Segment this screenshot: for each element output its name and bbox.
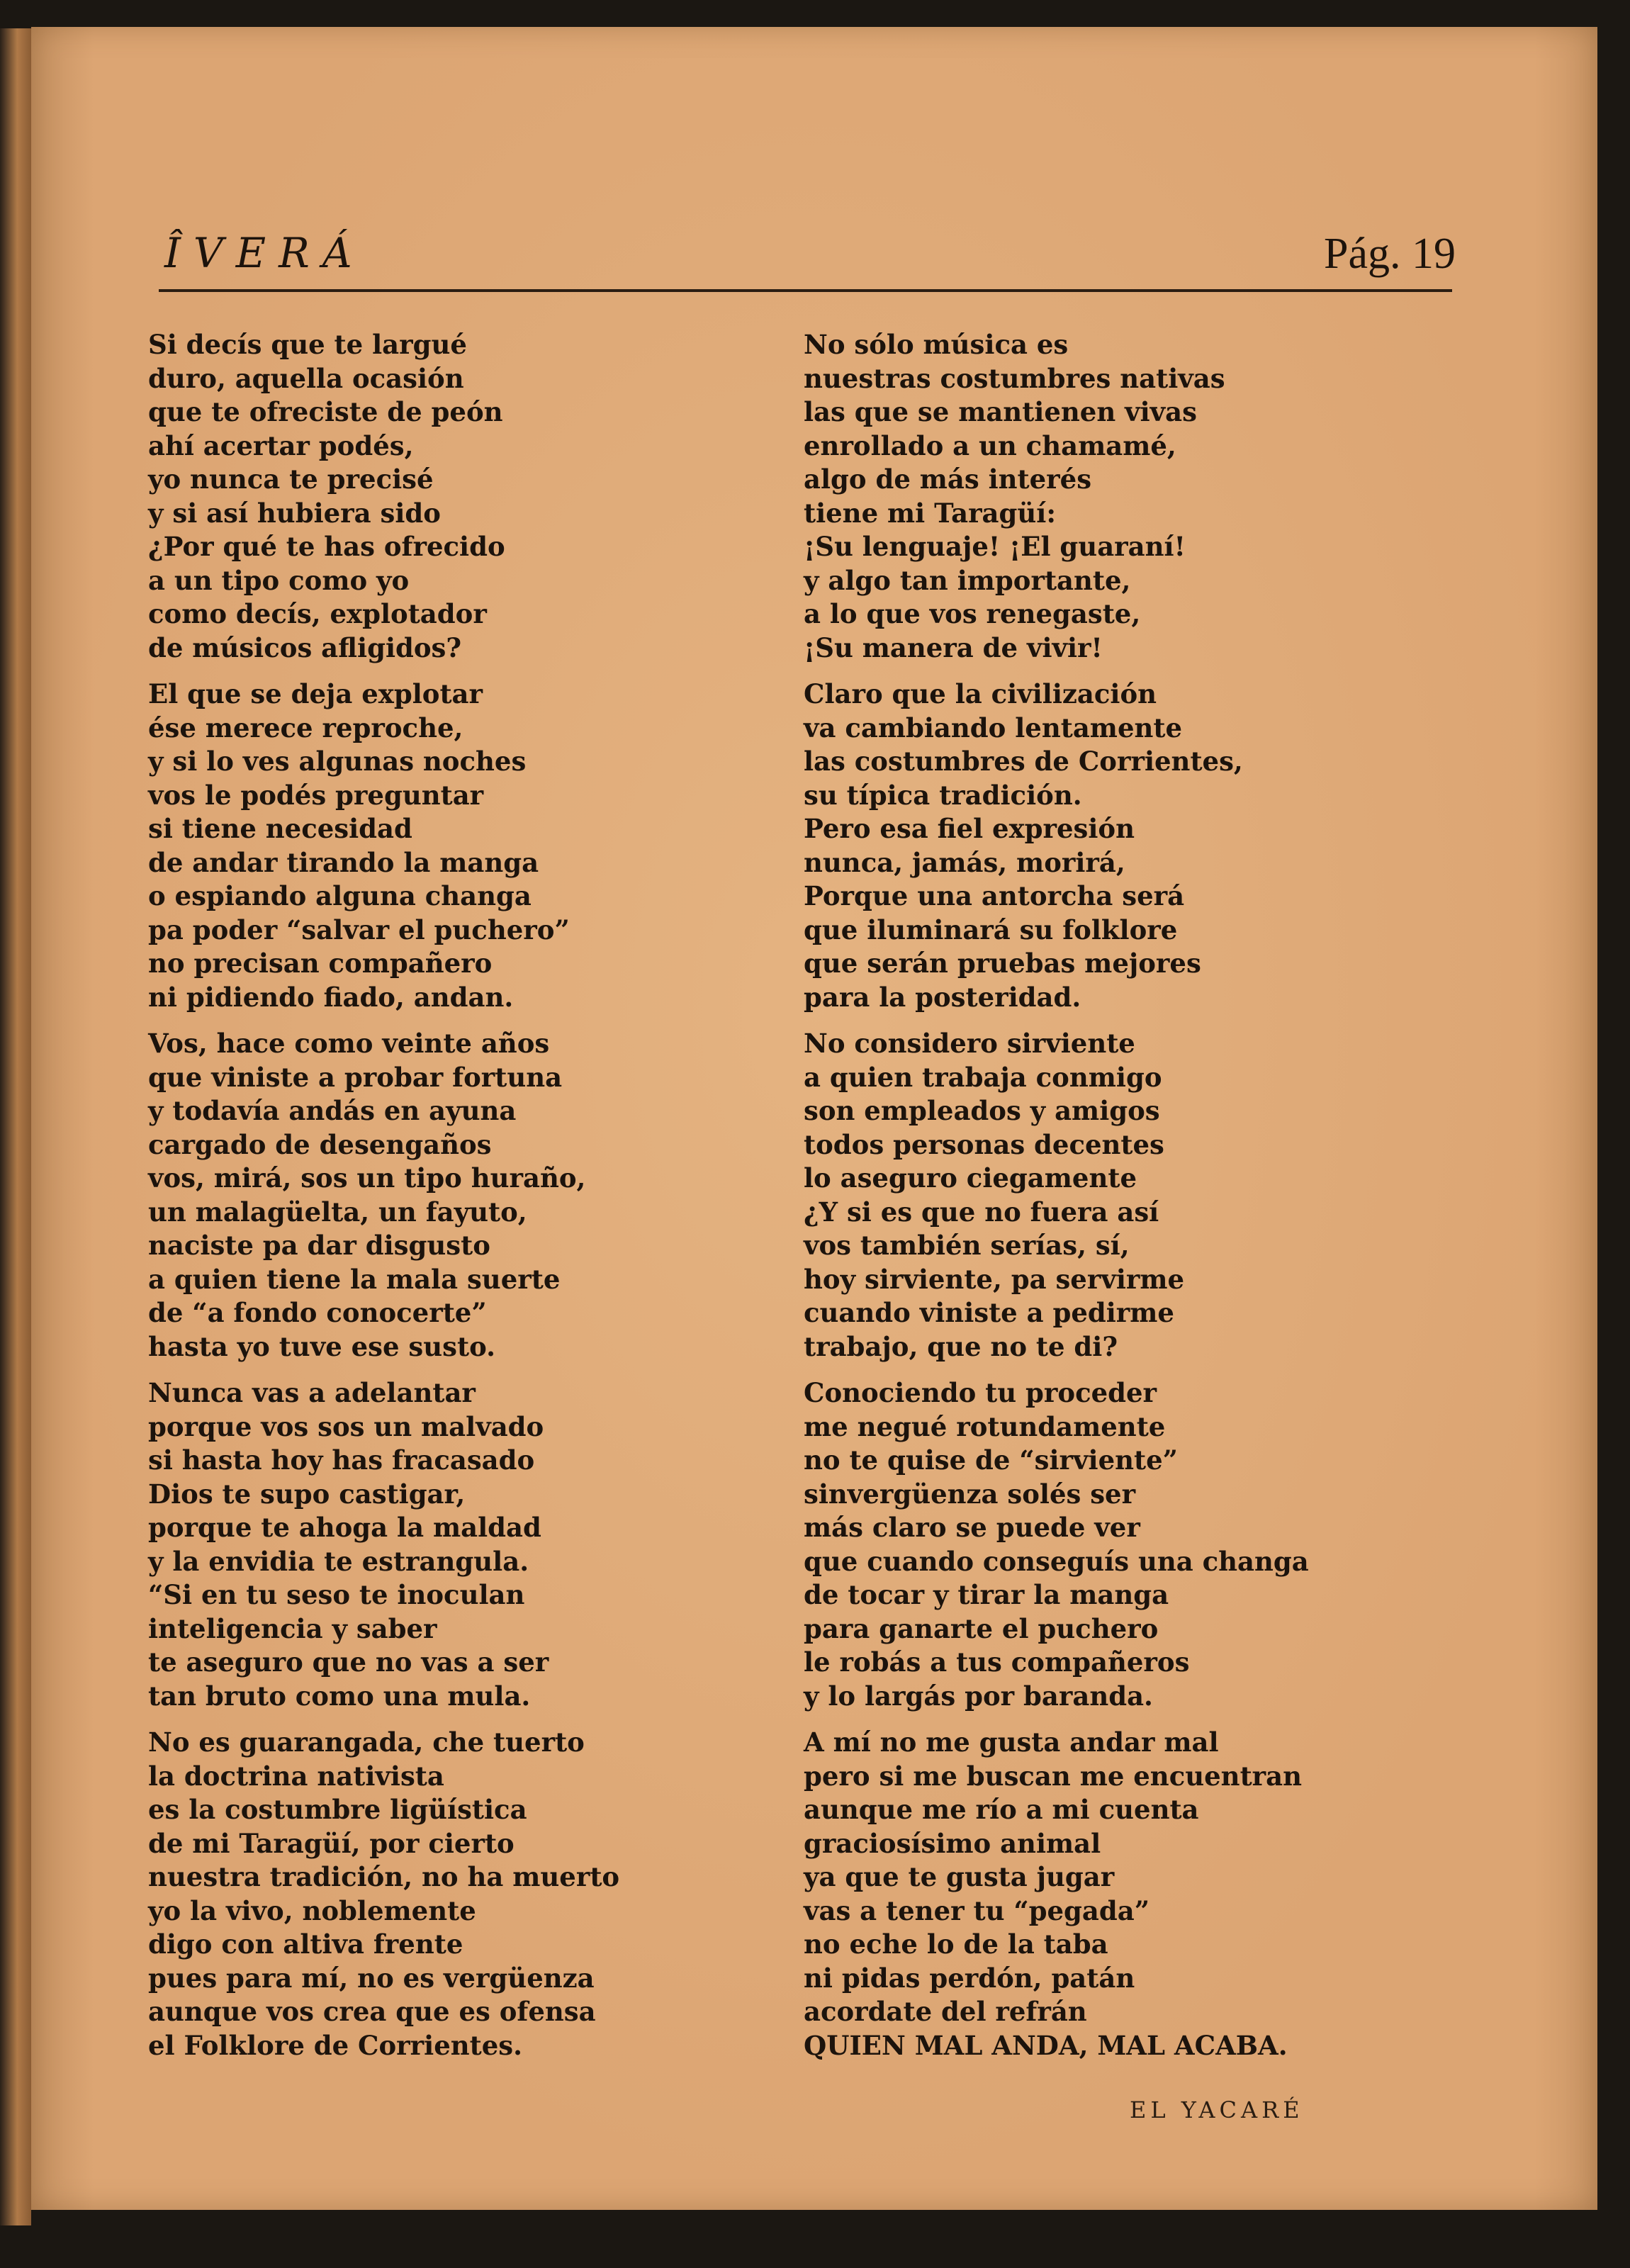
verse-line: y lo largás por baranda. <box>804 1680 1153 1712</box>
verse-line: de andar tirando la manga <box>148 846 539 878</box>
verse-line: no eche lo de la taba <box>804 1929 1108 1960</box>
right-poem-column <box>804 328 1427 2062</box>
verse-line: me negué rotundamente <box>804 1410 1166 1442</box>
verse-line: vos también serías, sí, <box>804 1230 1130 1261</box>
verse-line: hasta yo tuve ese susto. <box>148 1330 495 1362</box>
stanza <box>148 328 772 665</box>
left-poem-column <box>148 328 772 2075</box>
verse-line: para ganarte el puchero <box>804 1612 1159 1644</box>
book-spine <box>0 28 31 2225</box>
verse-line: y algo tan importante, <box>804 564 1131 596</box>
verse-line: y si lo ves algunas noches <box>148 746 527 777</box>
stanza <box>804 1027 1427 1364</box>
verse-line: Conociendo tu proceder <box>804 1377 1157 1408</box>
verse-line: si tiene necesidad <box>148 813 412 844</box>
verse-line: ahí acertar podés, <box>148 430 414 461</box>
verse-line: No considero sirviente <box>804 1028 1135 1059</box>
verse-line: yo la vivo, noblemente <box>148 1894 476 1926</box>
verse-line: las costumbres de Corrientes, <box>804 746 1243 777</box>
page-number: Pág. 19 <box>1324 230 1456 278</box>
verse-line: cargado de desengaños <box>148 1128 492 1160</box>
verse-line: si hasta hoy has fracasado <box>148 1444 535 1476</box>
verse-line: que serán pruebas mejores <box>804 948 1201 979</box>
stanza <box>804 328 1427 665</box>
verse-line: enrollado a un chamamé, <box>804 430 1176 461</box>
verse-line: acordate del refrán <box>804 1996 1087 2027</box>
verse-line: ¡Su manera de vivir! <box>804 631 1103 663</box>
stanza <box>148 1376 772 1713</box>
verse-line: las que se mantienen vivas <box>804 396 1197 427</box>
verse-line: tiene mi Taragüí: <box>804 497 1057 529</box>
stanza <box>804 678 1427 1014</box>
verse-line: graciosísimo animal <box>804 1827 1101 1859</box>
verse-line: pero si me buscan me encuentran <box>804 1760 1303 1792</box>
verse-line: de tocar y tirar la manga <box>804 1579 1169 1610</box>
author-signature: EL YACARÉ <box>1130 2096 1304 2123</box>
verse-line: ¿Por qué te has ofrecido <box>148 531 505 562</box>
verse-line: que cuando conseguís una changa <box>804 1545 1309 1577</box>
verse-line: nunca, jamás, morirá, <box>804 846 1125 878</box>
verse-line: que te ofreciste de peón <box>148 396 503 427</box>
verse-line: duro, aquella ocasión <box>148 362 464 394</box>
verse-line: aunque vos crea que es ofensa <box>148 1996 596 2027</box>
verse-line: y la envidia te estrangula. <box>148 1545 529 1577</box>
verse-line: pa poder “salvar el puchero” <box>148 914 570 945</box>
stanza <box>804 1376 1427 1713</box>
verse-line: la doctrina nativista <box>148 1760 444 1792</box>
verse-line: su típica tradición. <box>804 779 1082 811</box>
verse-line: inteligencia y saber <box>148 1612 437 1644</box>
verse-line: de mi Taragüí, por cierto <box>148 1827 515 1859</box>
verse-line: o espiando alguna changa <box>148 880 532 911</box>
verse-line: no precisan compañero <box>148 948 493 979</box>
verse-line: porque vos sos un malvado <box>148 1410 544 1442</box>
verse-line: y todavía andás en ayuna <box>148 1095 517 1126</box>
verse-line: un malagüelta, un fayuto, <box>148 1196 527 1228</box>
verse-line: a quien tiene la mala suerte <box>148 1263 561 1295</box>
verse-line: a lo que vos renegaste, <box>804 598 1141 629</box>
verse-line: digo con altiva frente <box>148 1929 463 1960</box>
verse-line: todos personas decentes <box>804 1128 1164 1160</box>
magazine-page <box>31 27 1597 2210</box>
verse-line: hoy sirviente, pa servirme <box>804 1263 1185 1295</box>
verse-line: para la posteridad. <box>804 981 1081 1013</box>
verse-line: lo aseguro ciegamente <box>804 1162 1137 1194</box>
verse-line: Nunca vas a adelantar <box>148 1377 476 1408</box>
header-rule <box>159 289 1452 292</box>
verse-line: vos le podés preguntar <box>148 779 484 811</box>
stanza <box>148 678 772 1014</box>
verse-line: Claro que la civilización <box>804 678 1157 709</box>
stanza <box>148 1726 772 2062</box>
verse-line: Vos, hace como veinte años <box>148 1028 550 1059</box>
stanza <box>148 1027 772 1364</box>
verse-line: que viniste a probar fortuna <box>148 1061 563 1093</box>
stanza <box>804 1726 1427 2029</box>
verse-line: porque te ahoga la maldad <box>148 1512 541 1543</box>
verse-line: ya que te gusta jugar <box>804 1861 1115 1892</box>
verse-line: naciste pa dar disgusto <box>148 1230 490 1261</box>
verse-line: de músicos afligidos? <box>148 631 462 663</box>
verse-line: ése merece reproche, <box>148 712 463 743</box>
verse-line: le robás a tus compañeros <box>804 1646 1190 1678</box>
verse-line: más claro se puede ver <box>804 1512 1140 1543</box>
verse-line: ni pidiendo fiado, andan. <box>148 981 514 1013</box>
verse-line: Dios te supo castigar, <box>148 1478 466 1510</box>
verse-line: Porque una antorcha será <box>804 880 1185 911</box>
verse-line: es la costumbre ligüística <box>148 1794 527 1825</box>
verse-line: son empleados y amigos <box>804 1095 1160 1126</box>
verse-line: sinvergüenza solés ser <box>804 1478 1136 1510</box>
verse-line: a quien trabaja conmigo <box>804 1061 1162 1093</box>
verse-line: ¿Y si es que no fuera así <box>804 1196 1159 1228</box>
verse-line: no te quise de “sirviente” <box>804 1444 1178 1476</box>
verse-line: yo nunca te precisé <box>148 464 434 495</box>
verse-line: algo de más interés <box>804 464 1092 495</box>
verse-line: a un tipo como yo <box>148 564 410 596</box>
verse-line: que iluminará su folklore <box>804 914 1178 945</box>
verse-line: tan bruto como una mula. <box>148 1680 531 1712</box>
verse-line: trabajo, que no te di? <box>804 1330 1118 1362</box>
verse-line: el Folklore de Corrientes. <box>148 2029 522 2061</box>
verse-line: ni pidas perdón, patán <box>804 1962 1135 1994</box>
verse-line: te aseguro que no vas a ser <box>148 1646 549 1678</box>
verse-line: El que se deja explotar <box>148 678 483 709</box>
verse-line: pues para mí, no es vergüenza <box>148 1962 595 1994</box>
verse-line: nuestras costumbres nativas <box>804 362 1225 394</box>
verse-line: aunque me río a mi cuenta <box>804 1794 1199 1825</box>
verse-line: vos, mirá, sos un tipo huraño, <box>148 1162 586 1194</box>
verse-line: No sólo música es <box>804 329 1069 360</box>
verse-line: cuando viniste a pedirme <box>804 1297 1174 1328</box>
verse-line: de “a fondo conocerte” <box>148 1297 487 1328</box>
verse-line: Si decís que te largué <box>148 329 467 360</box>
verse-line: ¡Su lenguaje! ¡El guaraní! <box>804 531 1186 562</box>
closing-refrain: QUIEN MAL ANDA, MAL ACABA. <box>804 2029 1288 2061</box>
verse-line: Pero esa fiel expresión <box>804 813 1135 844</box>
verse-line: como decís, explotador <box>148 598 487 629</box>
verse-line: No es guarangada, che tuerto <box>148 1727 585 1758</box>
verse-line: “Si en tu seso te inoculan <box>148 1579 525 1610</box>
verse-line: vas a tener tu “pegada” <box>804 1894 1150 1926</box>
verse-line: y si así hubiera sido <box>148 497 441 529</box>
verse-line: A mí no me gusta andar mal <box>804 1727 1219 1758</box>
publication-title: ÎVERÁ <box>164 229 365 277</box>
verse-line: va cambiando lentamente <box>804 712 1183 743</box>
verse-line: nuestra tradición, no ha muerto <box>148 1861 620 1892</box>
